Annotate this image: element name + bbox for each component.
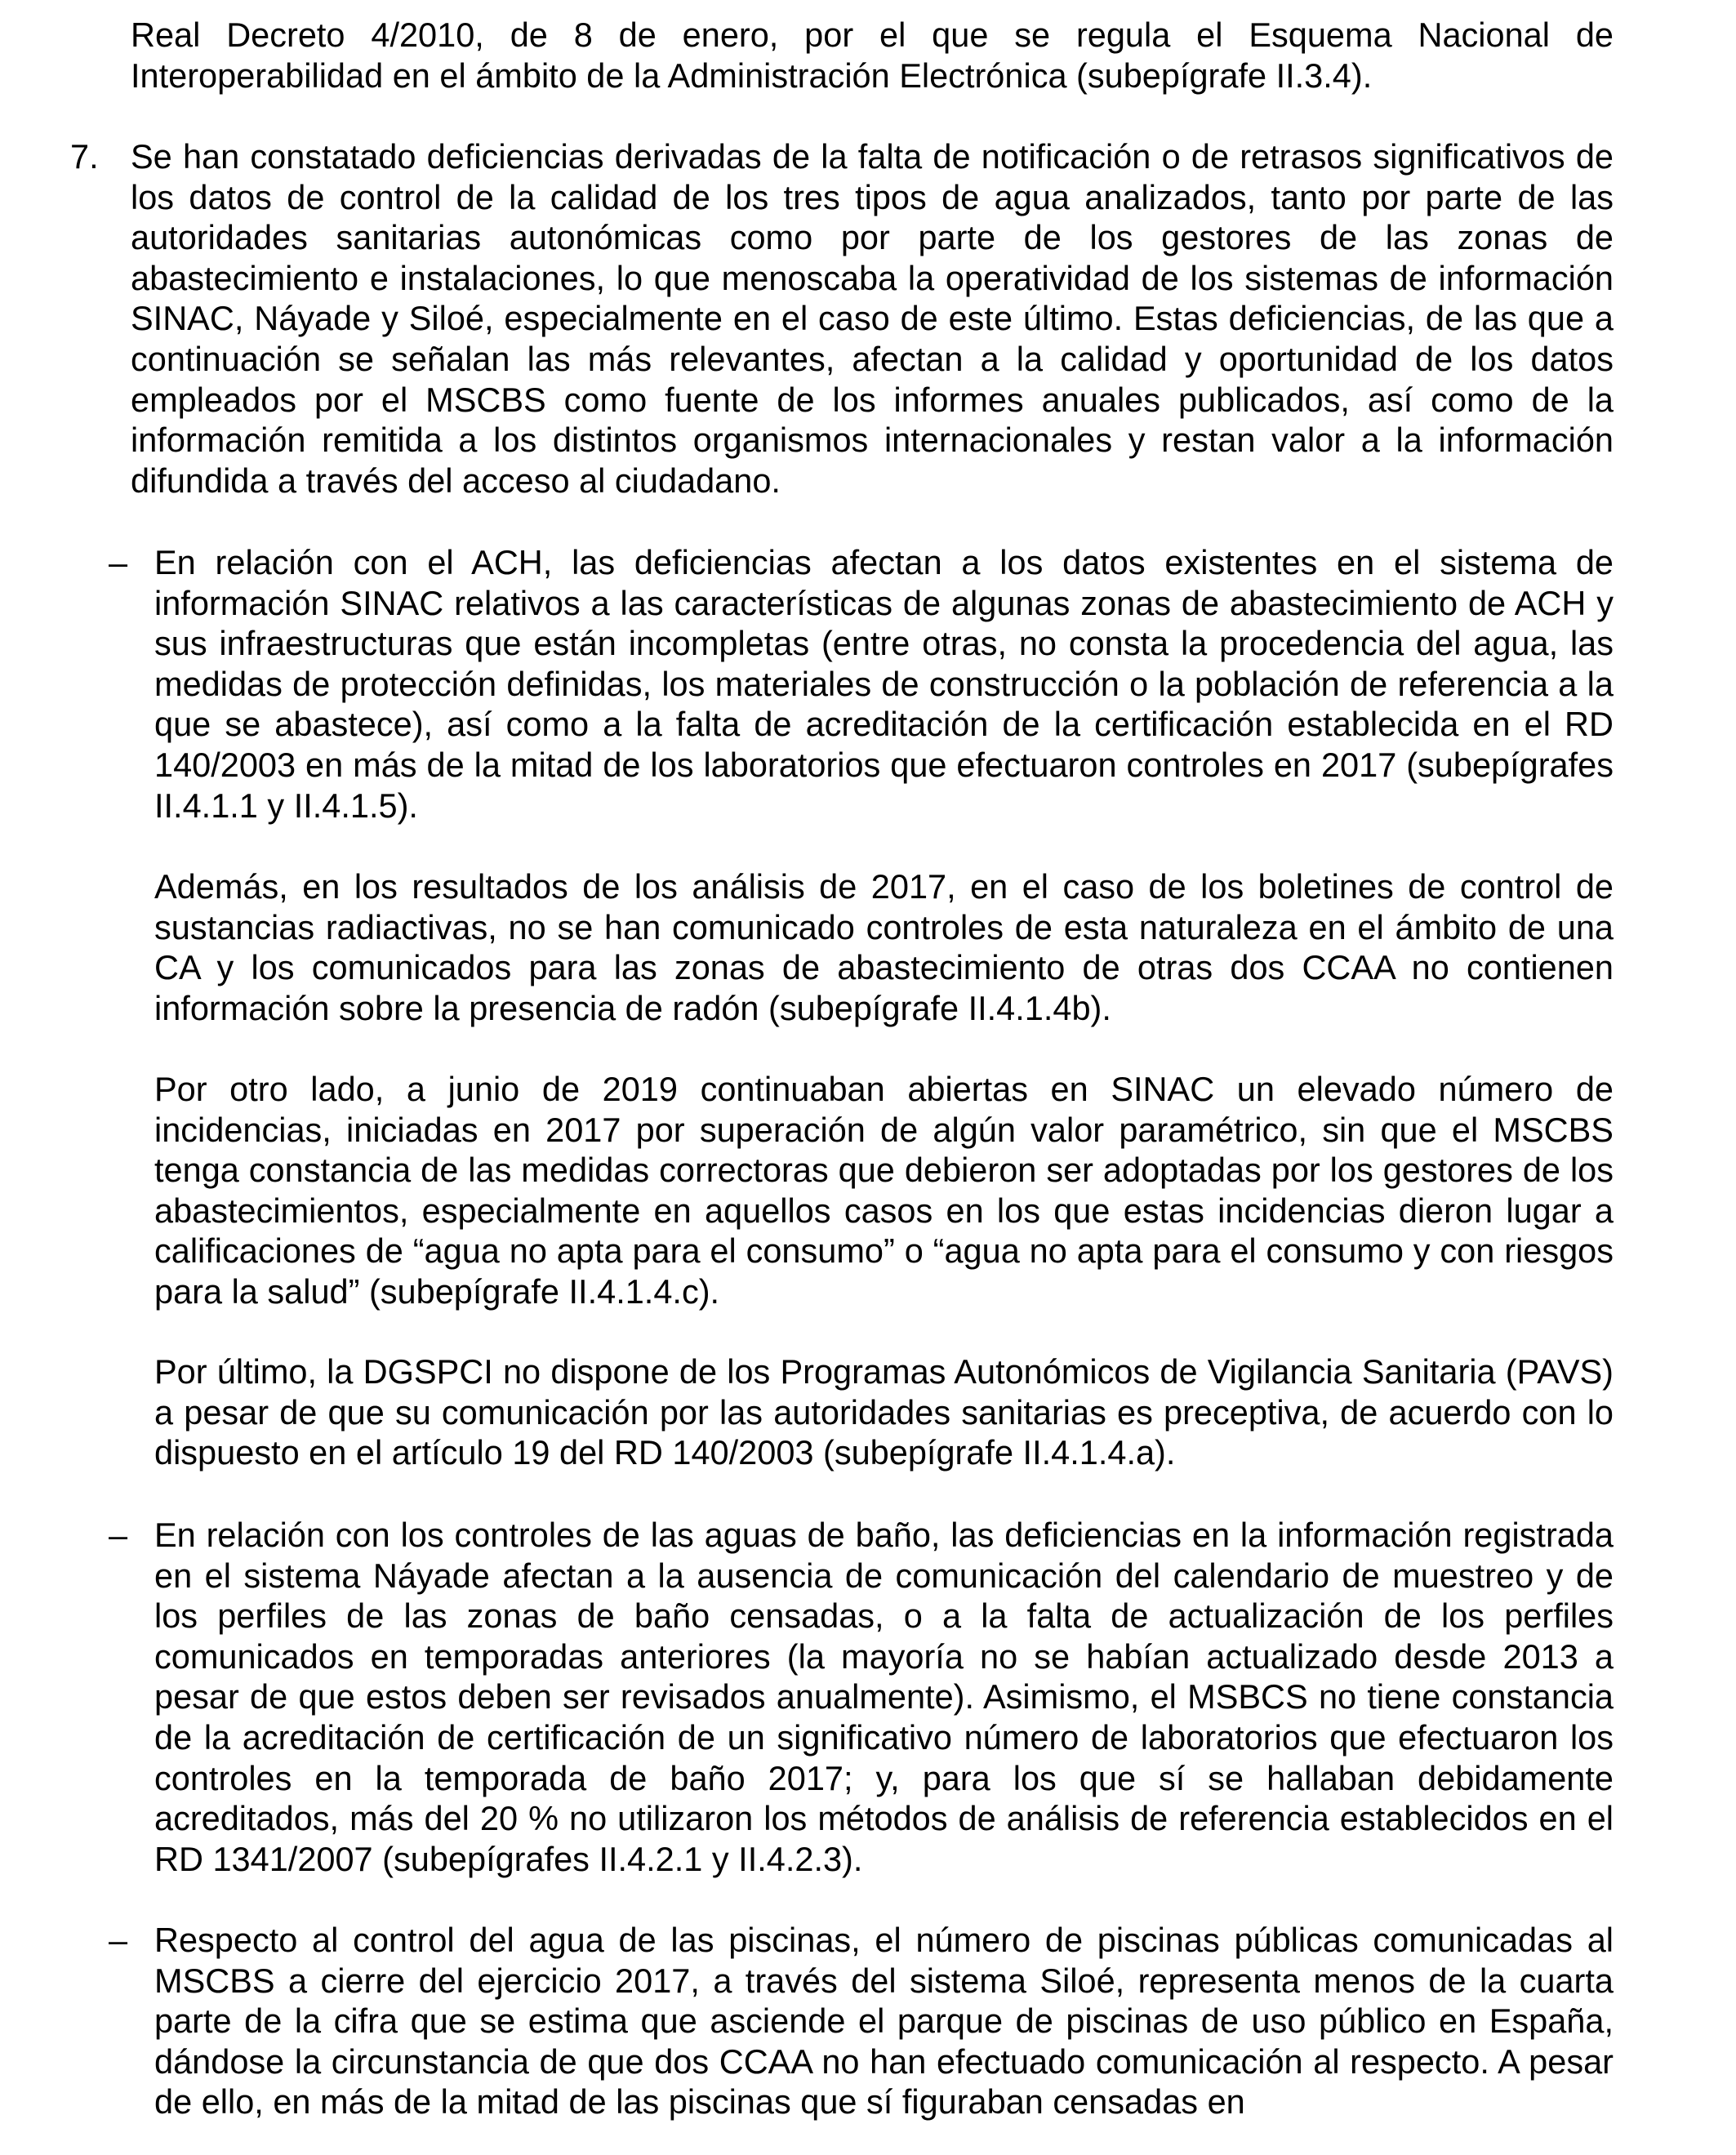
bullet-3-marker: – [109, 1921, 128, 1959]
bullet-1-marker: – [109, 543, 128, 581]
bullet-3-paragraph: Respecto al control del agua de las piscinas, el número de piscinas públicas comunicadas al MSCBS a cierre del ejercicio 2017, a través del sistema Siloé, representa menos de la cuarta parte de la cifra que se estima que asciende el parque de piscinas de uso público en España, dándose la circunstancia de que dos CCAA no han efectuado comunicación al respecto. A pesar de ello, en más de la mitad de las piscinas que sí figuraban censadas en [154, 1921, 1614, 2122]
bullet-2-paragraph: En relación con los controles de las aguas de baño, las deficiencias en la información registrada en el sistema Náyade afectan a la ausencia de comunicación del calendario de muestreo y de los perfiles de las zonas de baño censadas, o a la falta de actualización de los perfiles comunicados en temporadas anteriores (la mayoría no se habían actualizado desde 2013 a pesar de que estos deben ser revisados anualmente). Asimismo, el MSBCS no tiene constancia de la acreditación de certificación de un significativo número de laboratorios que efectuaron los controles en la temporada de baño 2017; y, para los que sí se hallaban debidamente acreditados, más del 20 % no utilizaron los métodos de análisis de referencia establecidos en el RD 1341/2007 (subepígrafes II.4.2.1 y II.4.2.3). [154, 1516, 1614, 1878]
bullet-2-marker: – [109, 1516, 128, 1554]
bullet-1-paragraph-4: Por último, la DGSPCI no dispone de los Programas Autonómicos de Vigilancia Sanitaria (PAVS) a pesar de que su comunicación por las autoridades sanitarias es preceptiva, de acuerdo con lo dispuesto en el artículo 19 del RD 140/2003 (subepígrafe II.4.1.4.a). [154, 1352, 1614, 1472]
bullet-1-paragraph-3: Por otro lado, a junio de 2019 continuaban abiertas en SINAC un elevado número de incidencias, iniciadas en 2017 por superación de algún valor paramétrico, sin que el MSCBS tenga constancia de las medidas correctoras que debieron ser adoptadas por los gestores de los abastecimientos, especialmente en aquellos casos en los que estas incidencias dieron lugar a calificaciones de “agua no apta para el consumo” o “agua no apta para el consumo y con riesgos para la salud” (subepígrafe II.4.1.4.c). [154, 1070, 1614, 1311]
intro-paragraph: Real Decreto 4/2010, de 8 de enero, por el que se regula el Esquema Nacional de Interoperabilidad en el ámbito de la Administración Electrónica (subepígrafe II.3.4). [131, 16, 1614, 95]
bullet-1-paragraph-2: Además, en los resultados de los análisis de 2017, en el caso de los boletines de control de sustancias radiactivas, no se han comunicado controles de esta naturaleza en el ámbito de una CA y los comunicados para las zonas de abastecimiento de otras dos CCAA no contienen información sobre la presencia de radón (subepígrafe II.4.1.4b). [154, 867, 1614, 1027]
item-7-number: 7. [70, 137, 99, 176]
bullet-1-paragraph: En relación con el ACH, las deficiencias afectan a los datos existentes en el sistema de información SINAC relativos a las características de algunas zonas de abastecimiento de ACH y sus infraestructuras que están incompletas (entre otras, no consta la procedencia del agua, las medidas de protección definidas, los materiales de construcción o la población de referencia a la que se abastece), así como a la falta de acreditación de la certificación establecida en el RD 140/2003 en más de la mitad de los laboratorios que efectuaron controles en 2017 (subepígrafes II.4.1.1 y II.4.1.5). [154, 543, 1614, 825]
item-7-paragraph: Se han constatado deficiencias derivadas de la falta de notificación o de retrasos significativos de los datos de control de la calidad de los tres tipos de agua analizados, tanto por parte de las autoridades sanitarias autonómicas como por parte de los gestores de las zonas de abastecimiento e instalaciones, lo que menoscaba la operatividad de los sistemas de información SINAC, Náyade y Siloé, especialmente en el caso de este último. Estas deficiencias, de las que a continuación se señalan las más relevantes, afectan a la calidad y oportunidad de los datos empleados por el MSCBS como fuente de los informes anuales publicados, así como de la información remitida a los distintos organismos internacionales y restan valor a la información difundida a través del acceso al ciudadano. [131, 137, 1614, 500]
